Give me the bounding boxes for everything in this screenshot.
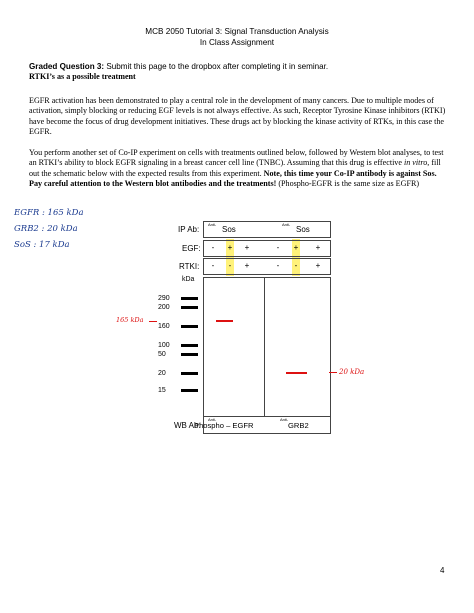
marker-band-200	[181, 306, 198, 309]
rtki-sign-5: -	[294, 261, 298, 270]
marker-band-290	[181, 297, 198, 300]
handwritten-arrow-right	[329, 372, 337, 373]
marker-label-200: 200	[158, 304, 170, 311]
handwritten-note-grb2: GRB2 : 20 kDa	[14, 224, 78, 234]
blot-divider	[264, 278, 265, 427]
handwritten-arrow-left	[149, 321, 157, 322]
page-number: 4	[440, 566, 445, 575]
paragraph-instructions	[29, 148, 449, 190]
kda-label: kDa	[182, 276, 195, 283]
marker-band-160	[181, 325, 198, 328]
paragraph-intro: EGFR activation has been demonstrated to play a central role in the development of many cancers. Due to multiple modes of activation, simply blocking or reducing EGF levels is not always effective. As such, Receptor Tyrosine Kinase inhibitors (RTKI) have become the focus of drug development initiatives. These drugs act by blocking the kinase activity of RTKs, in this case the EGFR.	[29, 96, 446, 137]
egf-row-box	[203, 240, 331, 257]
rtki-row-box	[203, 258, 331, 275]
egf-sign-6: +	[315, 243, 321, 252]
marker-label-160: 160	[158, 323, 170, 330]
question-title: RTKI’s as a possible treatment	[29, 72, 136, 81]
handwritten-165-kda: 165 kDa	[116, 316, 144, 324]
wb-right-prefix: Anti-	[280, 417, 289, 422]
paragraph-italic: in vitro	[403, 158, 428, 168]
wb-left-antibody: Phospho – EGFR	[194, 421, 254, 430]
paragraph-part2: , fill out the schematic below with the expected results from this experiment.	[29, 158, 441, 178]
egf-sign-2: +	[227, 243, 233, 252]
ip-left-prefix: Anti-	[208, 222, 217, 227]
paragraph-bold-note: Note, this time your Co-IP antibody is against Sos. Pay careful attention to the Western blot antibodies and the treatments!	[29, 168, 437, 189]
marker-band-100	[181, 344, 198, 347]
wb-right-antibody: GRB2	[288, 421, 309, 430]
rtki-sign-3: +	[244, 261, 250, 270]
rtki-sign-1: -	[211, 261, 215, 270]
question-label: Graded Question 3:	[29, 62, 105, 71]
header-title: MCB 2050 Tutorial 3: Signal Transduction Analysis	[145, 27, 329, 36]
drawn-band-grb2	[286, 372, 307, 374]
drawn-band-phospho-egfr	[216, 320, 233, 322]
egf-sign-3: +	[244, 243, 250, 252]
rtki-sign-2: -	[228, 261, 232, 270]
handwritten-note-egfr: EGFR : 165 kDa	[14, 208, 84, 218]
paragraph-part3: (Phospho-EGFR is the same size as EGFR)	[276, 179, 420, 189]
blot-area	[203, 277, 331, 428]
ip-left-antibody: Sos	[222, 225, 236, 234]
ip-right-prefix: Anti-	[282, 222, 291, 227]
ip-ab-label: IP Ab:	[178, 225, 200, 234]
egf-label: EGF:	[182, 244, 201, 253]
paragraph-part1: You perform another set of Co-IP experiment on cells with treatments outlined below, followed by Western blot analyses, to test an RTKI’s ability to block EGFR signaling in a breast cancer cell line (TNBC). Assuming that this drug is effective	[29, 148, 444, 168]
wb-ab-box	[194, 416, 331, 434]
marker-label-20: 20	[158, 370, 166, 377]
ip-ab-box	[203, 221, 331, 238]
marker-label-100: 100	[158, 342, 170, 349]
marker-label-50: 50	[158, 351, 166, 358]
rtki-label: RTKI:	[179, 262, 200, 271]
ip-right-antibody: Sos	[296, 225, 310, 234]
marker-band-20	[181, 372, 198, 375]
question-instruction: Submit this page to the dropbox after completing it in seminar.	[104, 62, 329, 71]
graded-question-line	[29, 62, 449, 72]
rtki-sign-4: -	[276, 261, 280, 270]
handwritten-20-kda: 20 kDa	[339, 368, 365, 376]
marker-label-290: 290	[158, 295, 170, 302]
rtki-sign-6: +	[315, 261, 321, 270]
egf-sign-5: +	[293, 243, 299, 252]
egf-sign-1: -	[211, 243, 215, 252]
marker-band-15	[181, 389, 198, 392]
header-subtitle: In Class Assignment	[199, 38, 275, 47]
egf-sign-4: -	[276, 243, 280, 252]
marker-label-15: 15	[158, 387, 166, 394]
marker-band-50	[181, 353, 198, 356]
wb-ab-label: WB Ab:	[174, 421, 201, 430]
wb-left-prefix: Anti-	[208, 417, 217, 422]
handwritten-note-sos: SoS : 17 kDa	[14, 240, 70, 250]
